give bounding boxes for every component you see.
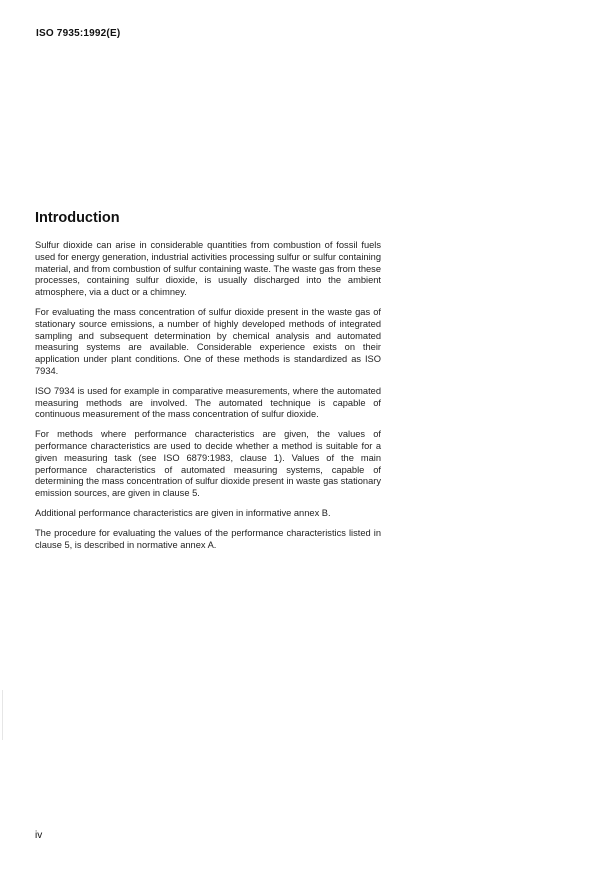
paragraph: ISO 7934 is used for example in comparative measurements, where the automated measuring methods are involved. The automated technique is capable of continuous measurement of the mass concentration of sulfur dioxide. bbox=[35, 385, 381, 420]
paragraph: For methods where performance characteristics are given, the values of performance characteristics are used to decide whether a method is suitable for a given measuring task (see ISO 6879:1983, clause 1). Values of the main performance characteristics of automated measuring systems, capable of determining the mass concentration of sulfur dioxide present in waste gas stationary emission sources, are given in clause 5. bbox=[35, 429, 381, 499]
paragraph: Additional performance characteristics are given in informative annex B. bbox=[35, 507, 331, 518]
paragraph: The procedure for evaluating the values of the performance characteristics listed in clause 5, is described in normative annex A. bbox=[35, 527, 381, 550]
document-identifier: ISO 7935:1992(E) bbox=[36, 28, 121, 39]
scan-margin-mark bbox=[2, 690, 3, 740]
section-body bbox=[35, 240, 381, 559]
page-number: iv bbox=[35, 830, 43, 841]
paragraph: For evaluating the mass concentration of sulfur dioxide present in the waste gas of stationary source emissions, a number of highly developed methods of integrated sampling and subsequent determination by chemical analysis and automated measuring systems are available. Considerable experience exists on their application under plant conditions. One of these methods is standardized as ISO 7934. bbox=[35, 306, 381, 376]
section-title: Introduction bbox=[35, 210, 120, 226]
paragraph: Sulfur dioxide can arise in considerable quantities from combustion of fossil fuels used for energy generation, industrial activities processing sulfur or sulfur containing material, and from combustion of sulfur containing waste. The waste gas from these processes, containing sulfur dioxide, is usually discharged into the ambient atmosphere, via a duct or a chimney. bbox=[35, 240, 381, 298]
